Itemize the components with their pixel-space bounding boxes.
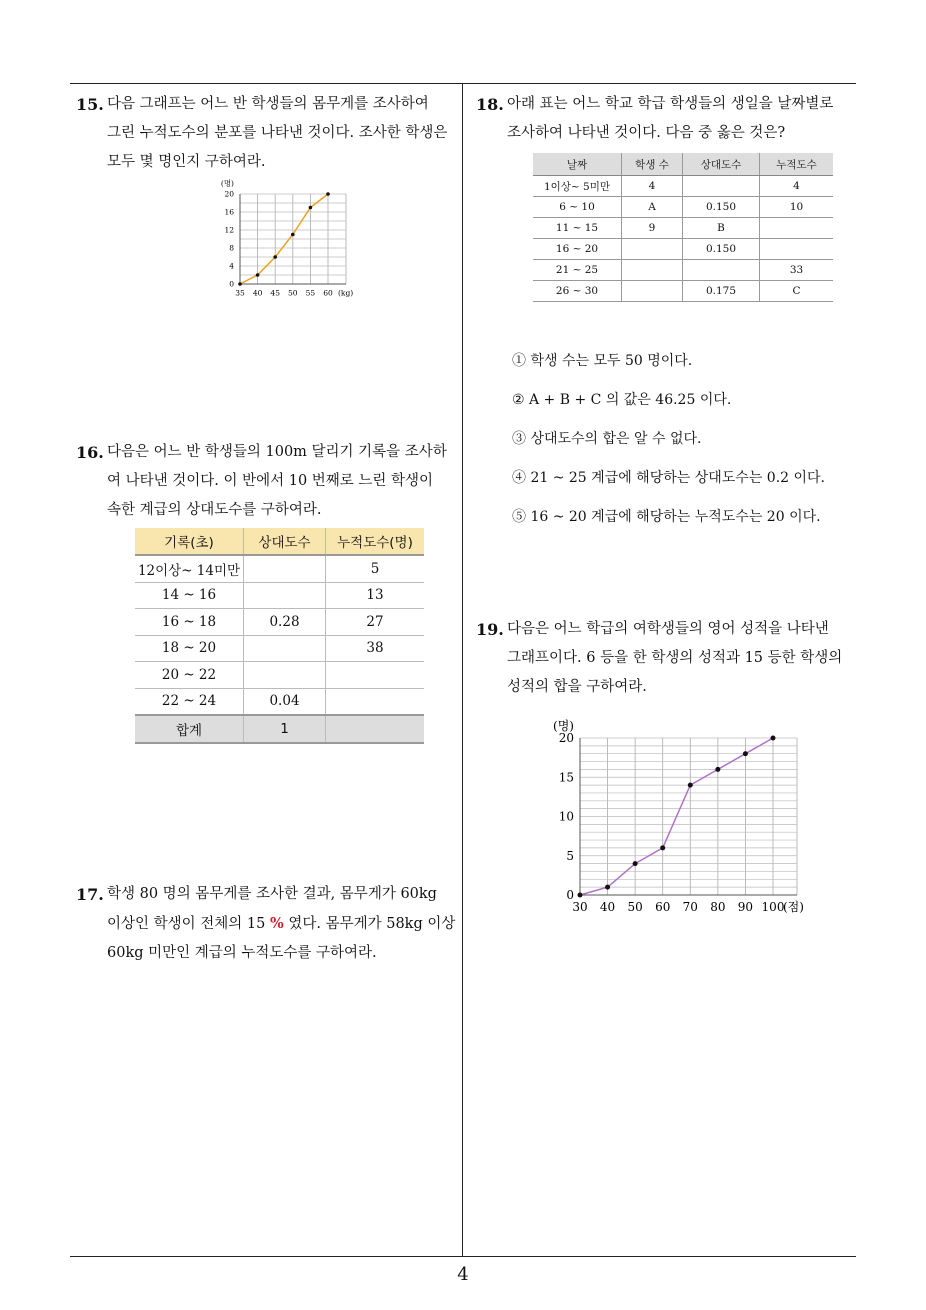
table-cell: 18 ~ 20 [135,635,244,662]
table-total-row [135,715,424,743]
x-tick-label: 35 [235,288,245,298]
table-cell: 10 [760,197,834,218]
question-line [107,909,460,939]
page-number: 4 [457,1264,469,1285]
table-cell: 21 ~ 25 [533,260,622,281]
question-19 [476,615,866,702]
question-text [507,90,866,148]
question-number: 17. [76,885,104,904]
choice-4[interactable]: ④ 21 ~ 25 계급에 해당하는 상대도수는 0.2 이다. [512,470,826,486]
q15-cumulative-frequency-chart [196,172,368,302]
table-cell [622,239,683,260]
table-row [533,176,833,197]
table-cell: 5 [326,555,425,582]
table-cell: 33 [760,260,834,281]
table-cell [326,662,425,689]
question-16 [76,438,460,525]
question-number: 15. [76,95,104,114]
choice-5[interactable]: ⑤ 16 ~ 20 계급에 해당하는 누적도수는 20 이다. [512,509,821,525]
table-cell: 22 ~ 24 [135,688,244,715]
question-number: 19. [476,620,504,639]
table-cell: 20 ~ 22 [135,662,244,689]
y-axis-label: (명) [553,719,574,733]
question-15 [76,90,460,177]
table-cell: 0.150 [683,197,760,218]
question-text [107,90,460,177]
table-cell [622,281,683,302]
data-point [688,783,693,788]
y-axis-label: (명) [220,179,234,188]
table-cell: 38 [326,635,425,662]
table-header: 기록(초) [135,528,244,555]
y-tick-label: 20 [224,189,234,199]
table-row [135,662,424,689]
table-row [135,688,424,715]
table-cell: 4 [760,176,834,197]
x-axis-label: (점) [783,900,804,914]
text-fragment: 이상인 학생이 전체의 15 [107,916,270,932]
question-18 [476,90,866,148]
table-cell [244,635,326,662]
data-point [578,893,583,898]
question-line: 여 나타낸 것이다. 이 반에서 10 번째로 느린 학생이 [107,473,434,489]
data-point [660,845,665,850]
table-header: 상대도수 [683,153,760,176]
table-cell [683,176,760,197]
table-cell: 4 [622,176,683,197]
table-cell: 1 [244,715,326,743]
x-tick-label: 60 [655,900,671,914]
data-point [273,255,277,259]
data-point [326,192,330,196]
table-cell: 합계 [135,715,244,743]
question-line: 다음은 어느 학급의 여학생들의 영어 성적을 나타낸 [507,621,829,637]
data-point [715,767,720,772]
q18-frequency-table [533,153,833,302]
question-text [507,615,866,702]
question-line: 그린 누적도수의 분포를 나타낸 것이다. 조사한 학생은 [107,125,448,141]
table-row [533,239,833,260]
table-cell: 13 [326,582,425,609]
table-cell: 11 ~ 15 [533,218,622,239]
y-tick-label: 0 [566,888,574,903]
table-cell: 12이상~ 14미만 [135,555,244,582]
choice-2[interactable]: ② A + B + C 의 값은 46.25 이다. [512,392,732,408]
table-header: 누적도수(명) [326,528,425,555]
choice-1[interactable]: ① 학생 수는 모두 50 명이다. [512,353,693,369]
question-line: 아래 표는 어느 학교 학급 학생들의 생일을 날짜별로 [507,96,834,112]
y-tick-label: 5 [566,848,574,863]
data-point [771,736,776,741]
x-tick-label: 70 [682,900,698,914]
table-header: 날짜 [533,153,622,176]
table-cell [622,260,683,281]
data-point [291,233,295,237]
question-line: 속한 계급의 상대도수를 구하여라. [107,502,322,518]
q19-cumulative-frequency-chart [540,705,830,925]
table-cell: 27 [326,609,425,636]
question-line: 60kg 미만인 계급의 누적도수를 구하여라. [107,945,377,961]
data-point [633,861,638,866]
data-point [309,206,313,210]
x-tick-label: 40 [599,900,616,914]
table-cell: 0.04 [244,688,326,715]
data-point [238,282,242,286]
x-tick-label: 45 [270,288,280,298]
data-point [256,273,260,277]
x-tick-label: 80 [710,900,726,914]
top-rule [70,83,856,84]
y-tick-label: 15 [558,770,574,785]
question-line: 다음은 어느 반 학생들의 100m 달리기 기록을 조사하 [107,444,447,460]
data-point [605,885,610,890]
q18-choices [512,348,825,543]
question-number: 16. [76,443,104,462]
y-tick-label: 16 [224,207,234,217]
y-tick-label: 10 [558,809,574,824]
table-cell [326,715,425,743]
y-tick-label: 4 [229,261,234,271]
table-row [533,218,833,239]
table-header: 상대도수 [244,528,326,555]
question-line: 성적의 합을 구하여라. [507,679,647,695]
table-cell: C [760,281,834,302]
text-fragment: 였다. 몸무게가 58kg 이상 [283,916,456,932]
y-tick-label: 12 [224,225,234,235]
table-row [135,582,424,609]
table-cell: 6 ~ 10 [533,197,622,218]
table-cell: 0.28 [244,609,326,636]
x-tick-label: 50 [288,288,298,298]
table-cell [326,688,425,715]
table-row [135,609,424,636]
x-tick-label: 50 [627,900,643,914]
table-cell: 26 ~ 30 [533,281,622,302]
table-cell: 1이상~ 5미만 [533,176,622,197]
table-cell [244,555,326,582]
question-text [107,438,460,525]
table-header: 누적도수 [760,153,834,176]
x-tick-label: 100 [761,900,785,914]
table-cell [683,260,760,281]
question-line: 학생 80 명의 몸무게를 조사한 결과, 몸무게가 60kg [107,886,437,902]
choice-3[interactable]: ③ 상대도수의 합은 알 수 없다. [512,431,702,447]
q16-frequency-table [135,528,424,744]
table-row [135,635,424,662]
table-cell: 16 ~ 18 [135,609,244,636]
table-cell [760,239,834,260]
y-tick-label: 0 [229,279,234,289]
table-cell [244,662,326,689]
table-row [135,555,424,582]
question-number: 18. [476,95,504,114]
table-cell [760,218,834,239]
table-header-row [135,528,424,555]
x-axis-label: (kg) [338,288,354,298]
table-header: 학생 수 [622,153,683,176]
table-cell: 0.175 [683,281,760,302]
table-cell: A [622,197,683,218]
bottom-rule [70,1256,856,1257]
table-cell [244,582,326,609]
x-tick-label: 60 [323,288,333,298]
data-point [743,751,748,756]
y-tick-label: 8 [229,243,234,253]
x-tick-label: 30 [572,900,588,914]
percent-sign: % [269,915,284,932]
table-cell: 16 ~ 20 [533,239,622,260]
table-cell: B [683,218,760,239]
table-cell: 9 [622,218,683,239]
y-tick-label: 20 [558,731,574,746]
x-tick-label: 90 [737,900,754,914]
column-divider [462,83,463,1256]
question-line: 모두 몇 명인지 구하여라. [107,154,266,170]
question-line: 다음 그래프는 어느 반 학생들의 몸무게를 조사하여 [107,96,429,112]
question-17 [76,880,460,968]
x-tick-label: 55 [305,288,316,298]
question-line: 조사하여 나타낸 것이다. 다음 중 옳은 것은? [507,125,786,141]
table-header-row [533,153,833,176]
question-line: 그래프이다. 6 등을 한 학생의 성적과 15 등한 학생의 [507,650,843,666]
table-cell: 14 ~ 16 [135,582,244,609]
table-row [533,281,833,302]
table-row [533,260,833,281]
x-tick-label: 40 [252,288,263,298]
question-text [107,880,460,968]
table-cell: 0.150 [683,239,760,260]
table-row [533,197,833,218]
